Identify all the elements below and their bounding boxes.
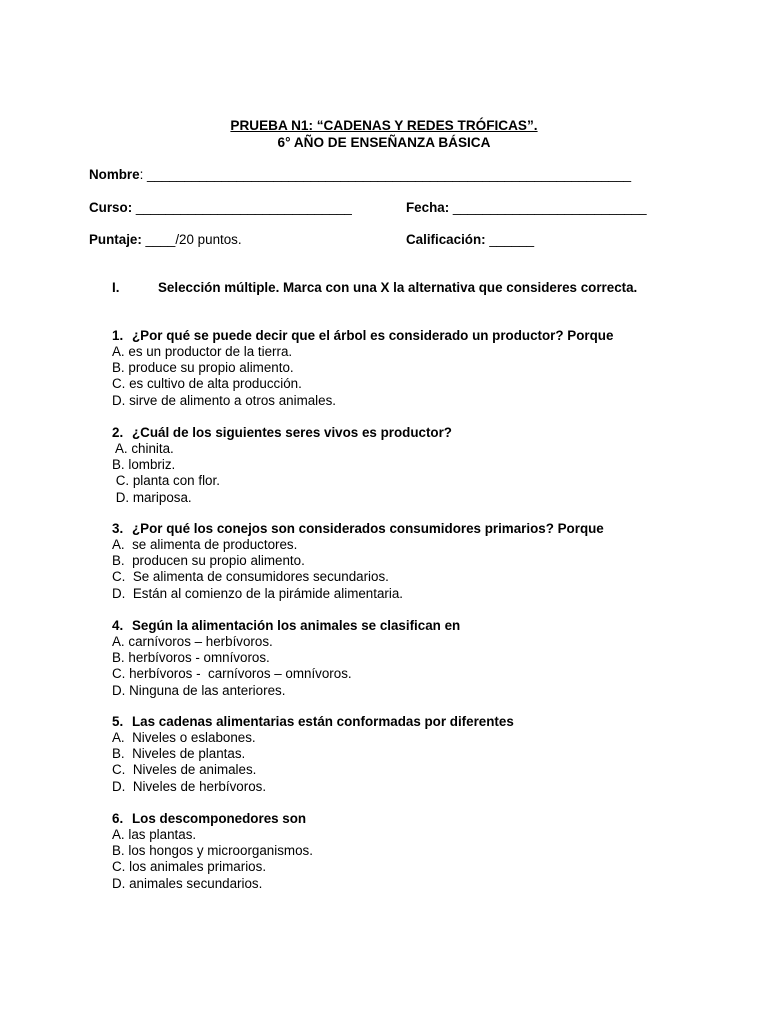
section-number: I. xyxy=(112,280,120,295)
question-stem-text: ¿Por qué los conejos son considerados consumidores primarios? Porque xyxy=(132,521,604,536)
question-5 xyxy=(112,713,702,795)
answer-option[interactable]: B. los hongos y microorganismos. xyxy=(112,843,313,859)
answer-option[interactable]: D. Ninguna de las anteriores. xyxy=(112,682,286,698)
answer-option[interactable]: A. se alimenta de productores. xyxy=(112,537,298,552)
fecha-label: Fecha: xyxy=(406,200,450,215)
curso-field xyxy=(89,200,352,215)
question-stem xyxy=(112,810,702,827)
question-2 xyxy=(112,424,702,506)
answer-option[interactable]: C. Se alimenta de consumidores secundarios. xyxy=(112,569,389,585)
answer-option[interactable]: A. chinita. xyxy=(112,441,174,456)
answer-option[interactable]: B. producen su propio alimento. xyxy=(112,553,305,569)
question-number: 1. xyxy=(112,328,124,343)
question-4 xyxy=(112,617,702,699)
question-number: 5. xyxy=(112,714,124,729)
question-number: 4. xyxy=(112,618,124,633)
question-1 xyxy=(112,327,702,409)
fecha-line[interactable]: __________________________ xyxy=(449,200,647,215)
calificacion-line[interactable]: ______ xyxy=(485,232,535,247)
question-stem-text: ¿Por qué se puede decir que el árbol es considerado un productor? Porque xyxy=(132,328,614,343)
question-stem xyxy=(112,520,702,537)
exam-subtitle: 6° AÑO DE ENSEÑANZA BÁSICA xyxy=(277,135,491,150)
question-stem xyxy=(112,713,702,730)
answer-option[interactable]: B. produce su propio alimento. xyxy=(112,360,294,376)
exam-title-text: PRUEBA N1: “CADENAS Y REDES TRÓFICAS”. xyxy=(230,118,538,133)
calificacion-label: Calificación: xyxy=(406,232,486,247)
section-instructions-text: Selección múltiple. Marca con una X la alternativa que consideres correcta. xyxy=(158,280,638,295)
answer-option[interactable]: C. los animales primarios. xyxy=(112,859,267,875)
answer-option[interactable]: B. herbívoros - omnívoros. xyxy=(112,650,270,666)
question-stem xyxy=(112,327,702,344)
answer-option[interactable]: D. Están al comienzo de la pirámide alimentaria. xyxy=(112,585,404,601)
question-stem-text: Según la alimentación los animales se clasifican en xyxy=(132,618,461,633)
answer-option[interactable]: C. planta con flor. xyxy=(112,473,220,489)
puntaje-value[interactable]: ____/20 puntos. xyxy=(141,232,242,247)
answer-option[interactable]: D. sirve de alimento a otros animales. xyxy=(112,392,337,408)
answer-option[interactable]: D. animales secundarios. xyxy=(112,875,263,891)
question-number: 3. xyxy=(112,521,124,536)
answer-option[interactable]: B. lombriz. xyxy=(112,457,176,473)
answer-option[interactable]: A. es un productor de la tierra. xyxy=(112,344,293,359)
answer-option[interactable]: C. es cultivo de alta producción. xyxy=(112,376,302,392)
answer-option[interactable]: D. mariposa. xyxy=(112,489,192,505)
answer-option[interactable]: C. Niveles de animales. xyxy=(112,762,257,778)
exam-title xyxy=(0,118,768,133)
question-stem-text: Los descomponedores son xyxy=(132,811,307,826)
nombre-line[interactable]: : _________________________________________________________________ xyxy=(139,167,632,182)
question-stem xyxy=(112,617,702,634)
answer-option[interactable]: A. las plantas. xyxy=(112,827,197,842)
question-number: 6. xyxy=(112,811,124,826)
curso-label: Curso: xyxy=(89,200,133,215)
fecha-field xyxy=(406,200,647,215)
calificacion-field xyxy=(406,232,534,247)
curso-line[interactable]: _____________________________ xyxy=(132,200,352,215)
answer-option[interactable]: A. Niveles o eslabones. xyxy=(112,730,256,745)
answer-option[interactable]: D. Niveles de herbívoros. xyxy=(112,778,267,794)
answer-option[interactable]: B. Niveles de plantas. xyxy=(112,746,246,762)
puntaje-field xyxy=(89,232,242,247)
question-stem-text: Las cadenas alimentarias están conformadas por diferentes xyxy=(132,714,514,729)
nombre-label: Nombre xyxy=(89,167,140,182)
nombre-field xyxy=(89,167,631,182)
question-stem xyxy=(112,424,702,441)
answer-option[interactable]: C. herbívoros - carnívoros – omnívoros. xyxy=(112,666,352,682)
question-number: 2. xyxy=(112,425,124,440)
question-stem-text: ¿Cuál de los siguientes seres vivos es productor? xyxy=(132,425,452,440)
answer-option[interactable]: A. carnívoros – herbívoros. xyxy=(112,634,273,649)
question-3 xyxy=(112,520,702,602)
question-6 xyxy=(112,810,702,892)
puntaje-label: Puntaje: xyxy=(89,232,142,247)
